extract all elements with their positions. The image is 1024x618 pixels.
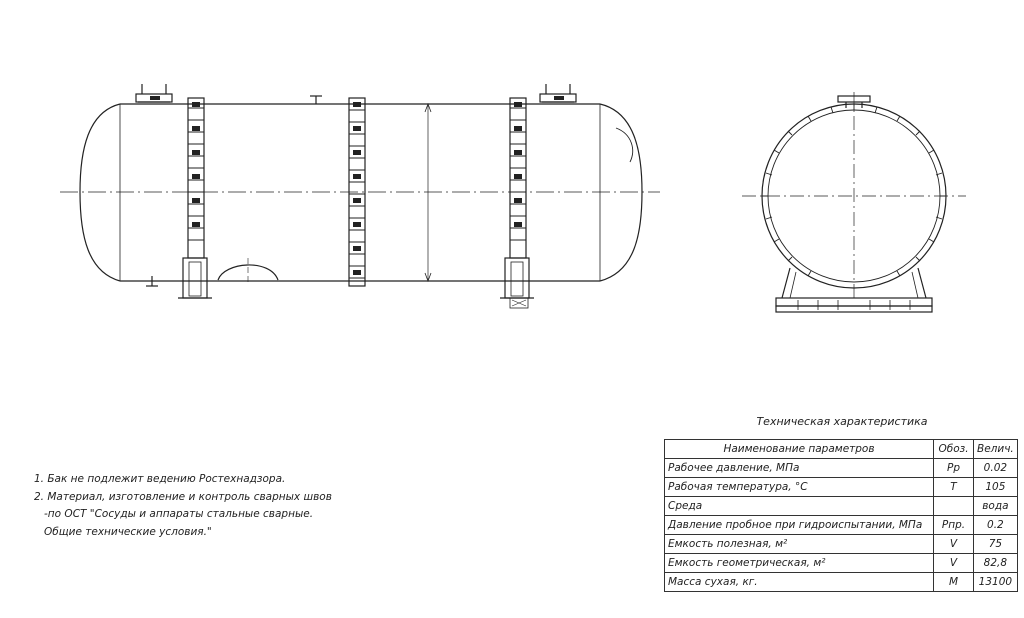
spec-header-row <box>665 440 1018 459</box>
value-cell: 75 <box>974 535 1018 554</box>
tank-side-view <box>60 84 660 308</box>
value-cell: 0.2 <box>974 516 1018 535</box>
param-cell: Рабочая температура, °С <box>665 478 934 497</box>
designation-cell <box>934 497 974 516</box>
note-2-cont-2: Общие технические условия." <box>44 525 212 538</box>
value-cell: 82,8 <box>974 554 1018 573</box>
param-cell: Среда <box>665 497 934 516</box>
header-param: Наименование параметров <box>665 440 934 459</box>
value-cell: 105 <box>974 478 1018 497</box>
spec-row <box>665 497 1018 516</box>
designation-cell: Pпр. <box>934 516 974 535</box>
value-cell: вода <box>974 497 1018 516</box>
designation-cell: Pр <box>934 459 974 478</box>
note-1: 1. Бак не подлежит ведению Ростехнадзора. <box>34 473 286 485</box>
param-cell: Масса сухая, кг. <box>665 573 934 592</box>
spec-row <box>665 516 1018 535</box>
spec-row <box>665 478 1018 497</box>
nozzle-left <box>136 84 172 102</box>
header-designation: Обоз. <box>934 440 974 459</box>
param-cell: Рабочее давление, МПа <box>665 459 934 478</box>
param-cell: Давление пробное при гидроиспытании, МПа <box>665 516 934 535</box>
value-cell: 0.02 <box>974 459 1018 478</box>
designation-cell: T <box>934 478 974 497</box>
tank-end-view <box>742 92 966 312</box>
spec-table <box>664 439 1018 592</box>
designation-cell: V <box>934 554 974 573</box>
spec-row <box>665 535 1018 554</box>
stiffening-ring-left <box>188 98 204 258</box>
header-value: Велич. <box>974 440 1018 459</box>
spec-row <box>665 459 1018 478</box>
param-cell: Емкость полезная, м² <box>665 535 934 554</box>
note-2-cont-1: -по ОСТ "Сосуды и аппараты стальные сварные. <box>34 508 314 520</box>
saddle-support-left <box>178 258 212 298</box>
designation-cell: M <box>934 573 974 592</box>
spec-row <box>665 573 1018 592</box>
value-cell: 13100 <box>974 573 1018 592</box>
note-2: 2. Материал, изготовление и контроль сварных швов <box>34 490 332 503</box>
nozzle-right <box>540 84 576 102</box>
designation-cell: V <box>934 535 974 554</box>
spec-row <box>665 554 1018 573</box>
spec-table-title: Техническая характеристика <box>756 415 928 428</box>
stiffening-ring-right <box>510 98 526 258</box>
param-cell: Емкость геометрическая, м² <box>665 554 934 573</box>
technical-notes <box>34 471 374 541</box>
saddle-support-right <box>500 258 534 308</box>
nozzle-center <box>310 96 322 104</box>
